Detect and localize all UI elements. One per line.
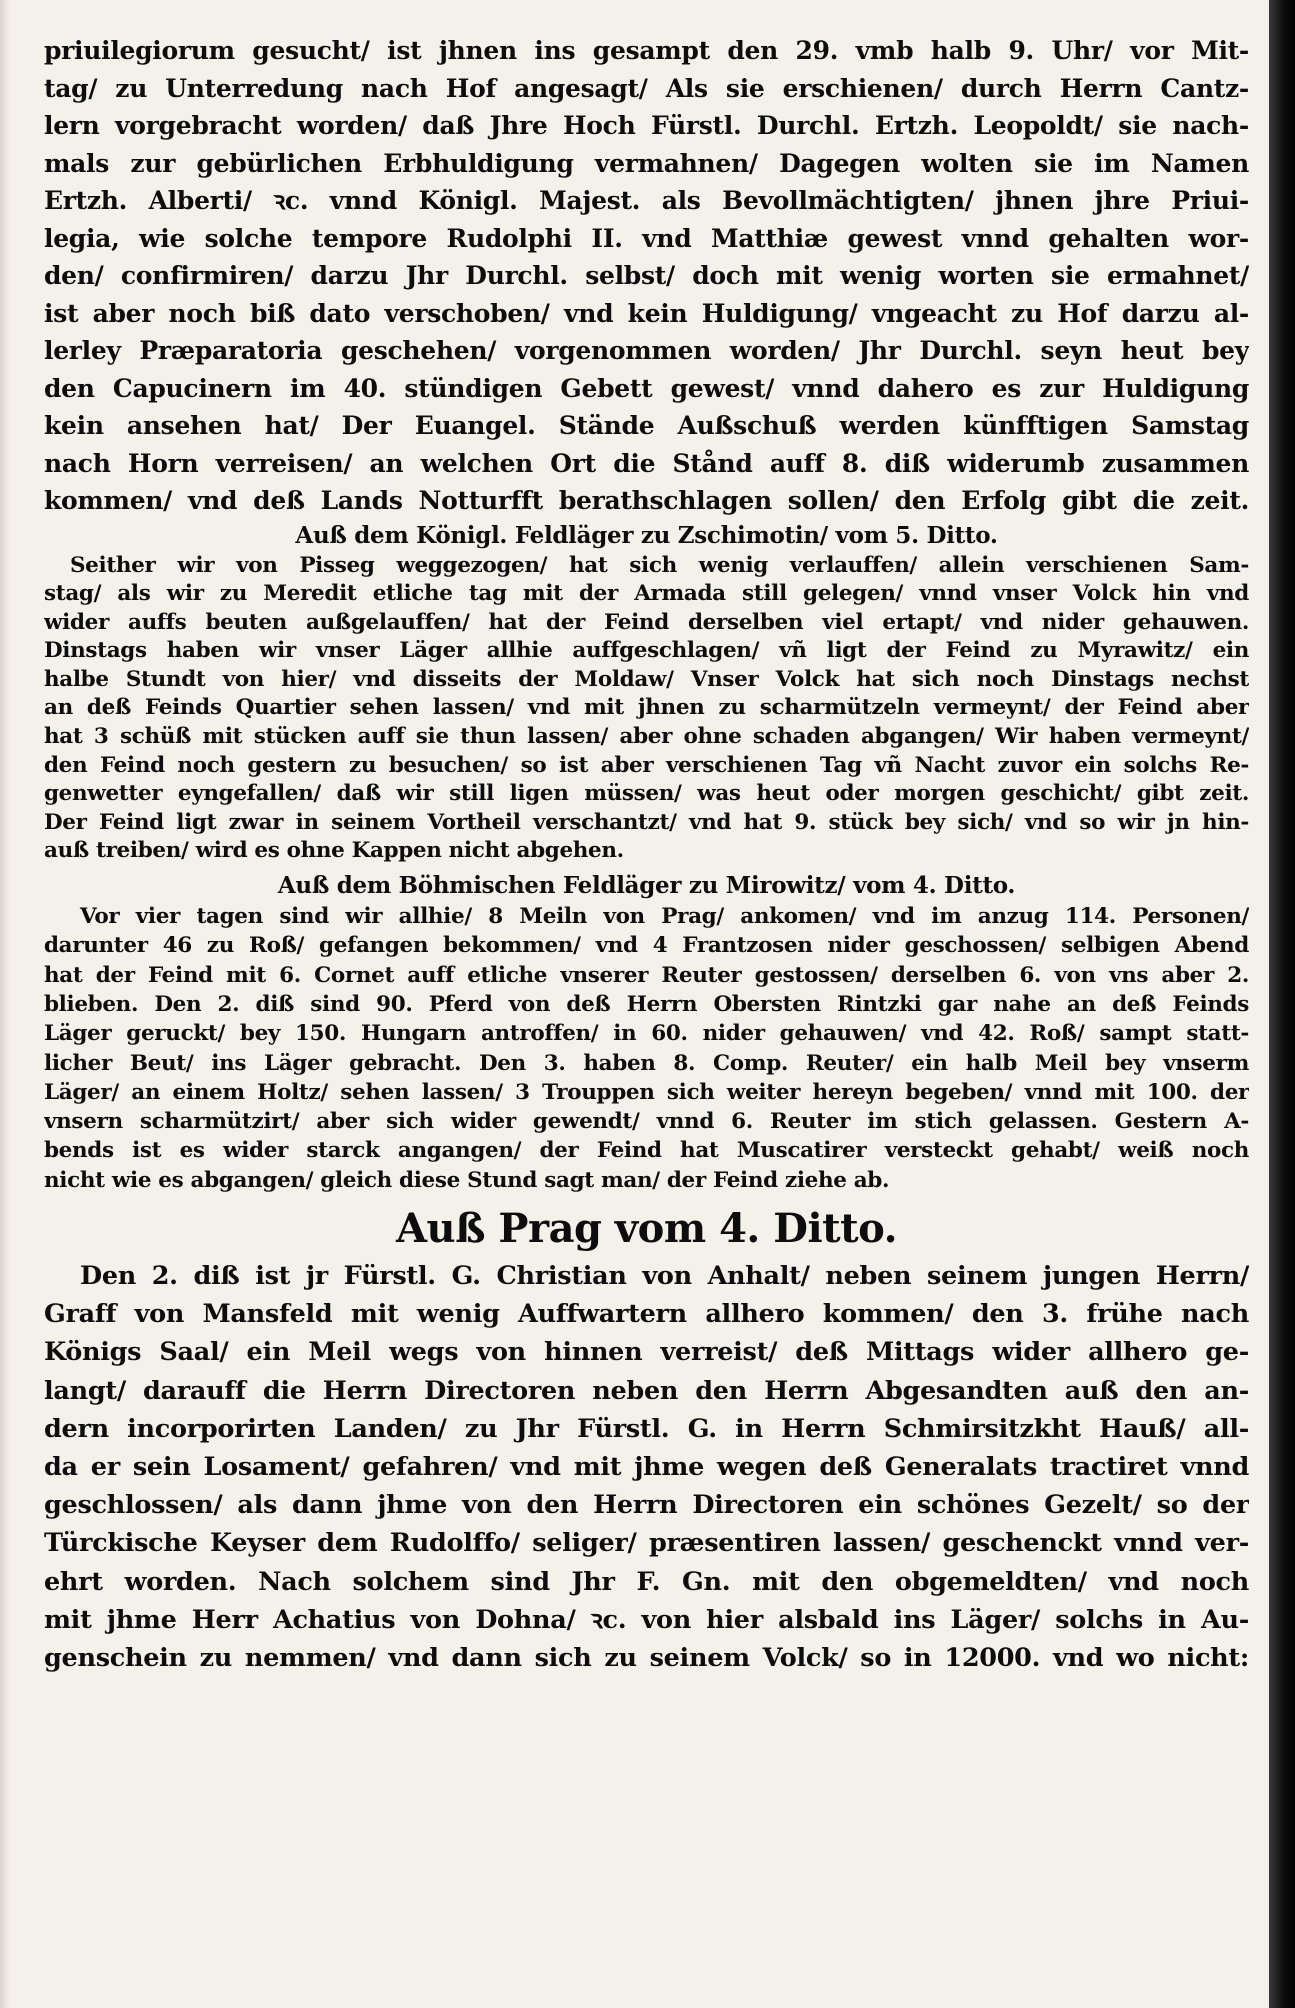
text-line: blieben. Den 2. diß sind 90. Pferd von deß Herrn Obersten Rintzki gar nahe an deß Feinds: [44, 991, 1249, 1017]
section-heading: Auß dem Böhmischen Feldläger zu Mirowitz/ vom 4. Ditto.: [277, 872, 1016, 900]
text-line: geschlossen/ als dann jhme von den Herrn Directoren ein schönes Gezelt/ so der: [44, 1490, 1249, 1521]
text-line: Läger/ an einem Holtz/ sehen lassen/ 3 Trouppen sich weiter hereyn begeben/ vnnd mit 100. der: [44, 1079, 1249, 1105]
section-heading-large: Auß Prag vom 4. Ditto.: [396, 1205, 897, 1252]
document-text: [44, 32, 1249, 1677]
text-line: den Feind noch gestern zu besuchen/ so ist aber verschienen Tag vñ Nacht zuvor ein solchs Re-: [44, 752, 1249, 778]
text-line: den Capucinern im 40. stündigen Gebett gewest/ vnnd dahero es zur Huldigung: [44, 373, 1249, 403]
text-line: Der Feind ligt zwar in seinem Vortheil verschantzt/ vnd hat 9. stück bey sich/ vnd so wir jn hin-: [44, 809, 1249, 835]
text-line: darunter 46 zu Roß/ gefangen bekommen/ vnd 4 Frantzosen nider geschossen/ selbigen Abend: [44, 933, 1249, 959]
text-line: hat 3 schüß mit stücken auff sie thun lassen/ aber ohne schaden abgangen/ Wir haben vermeynt/: [44, 724, 1249, 750]
text-line: bends ist es wider starck angangen/ der Feind hat Muscatirer versteckt gehabt/ weiß noch: [44, 1138, 1249, 1164]
text-line: lerley Præparatoria geschehen/ vorgenommen worden/ Jhr Durchl. seyn heut bey: [44, 336, 1249, 365]
text-line: Den 2. diß ist jr Fürstl. G. Christian von Anhalt/ neben seinem jungen Herrn/: [80, 1261, 1249, 1291]
text-line: kommen/ vnd deß Lands Notturfft berathschlagen sollen/ den Erfolg gibt die zeit.: [44, 486, 1249, 515]
text-line: priuilegiorum gesucht/ ist jhnen ins gesampt den 29. vmb halb 9. Uhr/ vor Mit-: [44, 36, 1249, 65]
paragraph-prag: [44, 1257, 1249, 1677]
text-line: langt/ darauff die Herrn Directoren neben den Herrn Abgesandten auß den an-: [44, 1375, 1249, 1406]
text-line: Vor vier tagen sind wir allhie/ 8 Meiln von Prag/ ankomen/ vnd im anzug 114. Personen/: [80, 904, 1249, 930]
text-line: Läger geruckt/ bey 150. Hungarn antroffen/ in 60. nider gehauwen/ vnd 42. Roß/ sampt statt-: [44, 1021, 1249, 1047]
paragraph-huldigung: [44, 32, 1249, 520]
text-line: tag/ zu Unterredung nach Hof angesagt/ Als sie erschienen/ durch Herrn Cantz-: [44, 73, 1249, 103]
text-line: genschein zu nemmen/ vnd dann sich zu seinem Volck/ so in 12000. vnd wo nicht:: [44, 1643, 1249, 1674]
text-line: dern incorporirten Landen/ zu Jhr Fürstl. G. in Herrn Schmirsitzkht Hauß/ all-: [44, 1413, 1249, 1444]
text-line: an deß Feinds Quartier sehen lassen/ vnd mit jhnen zu scharmützeln vermeynt/ der Feind aber: [44, 695, 1249, 721]
text-line: mals zur gebürlichen Erbhuldigung vermahnen/ Dagegen wolten sie im Namen: [44, 148, 1249, 178]
text-line: hat der Feind mit 6. Cornet auff etliche vnserer Reuter gestossen/ derselben 6. von vns aber 2.: [44, 962, 1249, 988]
text-line: Königs Saal/ ein Meil wegs von hinnen verreist/ deß Mittags wider allhero ge-: [44, 1337, 1249, 1368]
text-line: wider auffs beuten außgelauffen/ hat der Feind derselben viel ertapt/ vnd nider gehauwen.: [44, 609, 1249, 635]
page-left-shadow: [0, 0, 10, 2008]
text-line: ist aber noch biß dato verschoben/ vnd kein Huldigung/ vngeacht zu Hof darzu al-: [44, 298, 1249, 328]
text-line: legia, wie solche tempore Rudolphi II. vnd Matthiæ gewest vnnd gehalten wor-: [44, 223, 1249, 253]
text-line: mit jhme Herr Achatius von Dohna/ ꝛc. von hier alsbald ins Läger/ solchs in Au-: [44, 1604, 1249, 1635]
paragraph-feldlaeger-mirowitz: [44, 902, 1249, 1195]
text-line: kein ansehen hat/ Der Euangel. Stände Außschuß werden künfftigen Samstag: [44, 411, 1249, 440]
text-line: genwetter eyngefallen/ daß wir still ligen müssen/ was heut oder morgen geschicht/ gibt zeit.: [44, 781, 1249, 807]
text-line: licher Beut/ ins Läger gebracht. Den 3. haben 8. Comp. Reuter/ ein halb Meil bey vnserm: [44, 1050, 1249, 1076]
text-line: Ertzh. Alberti/ ꝛc. vnnd Königl. Majest. als Bevollmächtigten/ jhnen jhre Priui-: [44, 186, 1249, 215]
text-line: nach Horn verreisen/ an welchen Ort die Stånd auff 8. diß widerumb zusammen: [44, 448, 1249, 478]
text-line: da er sein Losament/ gefahren/ vnd mit jhme wegen deß Generalats tractiret vnnd: [44, 1452, 1249, 1483]
text-line: Dinstags haben wir vnser Läger allhie auffgeschlagen/ vñ ligt der Feind zu Myrawitz/ ein: [44, 638, 1249, 664]
text-line: halbe Stundt von hier/ vnd disseits der Moldaw/ Vnser Volck hat sich noch Dinstags nechst: [44, 666, 1249, 692]
text-line: ehrt worden. Nach solchem sind Jhr F. Gn. mit den obgemeldten/ vnd noch: [44, 1566, 1249, 1597]
text-line: nicht wie es abgangen/ gleich diese Stund sagt man/ der Feind ziehe ab.: [44, 1167, 890, 1193]
text-line: Graff von Mansfeld mit wenig Auffwartern allhero kommen/ den 3. frühe nach: [44, 1299, 1249, 1330]
text-line: vnsern scharmützirt/ aber sich wider gewendt/ vnnd 6. Reuter im stich gelassen. Gestern A-: [44, 1109, 1249, 1135]
section-heading: Auß dem Königl. Feldläger zu Zschimotin/ vom 5. Ditto.: [295, 521, 998, 549]
paragraph-feldlaeger-zschimotin: [44, 552, 1249, 867]
text-line: den/ confirmiren/ darzu Jhr Durchl. selbst/ doch mit wenig worten sie ermahnet/: [44, 261, 1249, 290]
text-line: Seither wir von Pisseg weggezogen/ hat sich wenig verlauffen/ allein verschienen Sam-: [70, 552, 1249, 578]
text-line: stag/ als wir zu Meredit etliche tag mit der Armada still gelegen/ vnnd vnser Volck hin vnd: [44, 581, 1249, 607]
text-line: lern vorgebracht worden/ daß Jhre Hoch Fürstl. Durchl. Ertzh. Leopoldt/ sie nach-: [44, 111, 1249, 140]
page-right-border: [1269, 0, 1295, 2008]
text-line: auß treiben/ wird es ohne Kappen nicht abgehen.: [44, 838, 624, 864]
text-line: Türckische Keyser dem Rudolffo/ seliger/ præsentiren lassen/ geschenckt vnnd ver-: [44, 1528, 1249, 1559]
